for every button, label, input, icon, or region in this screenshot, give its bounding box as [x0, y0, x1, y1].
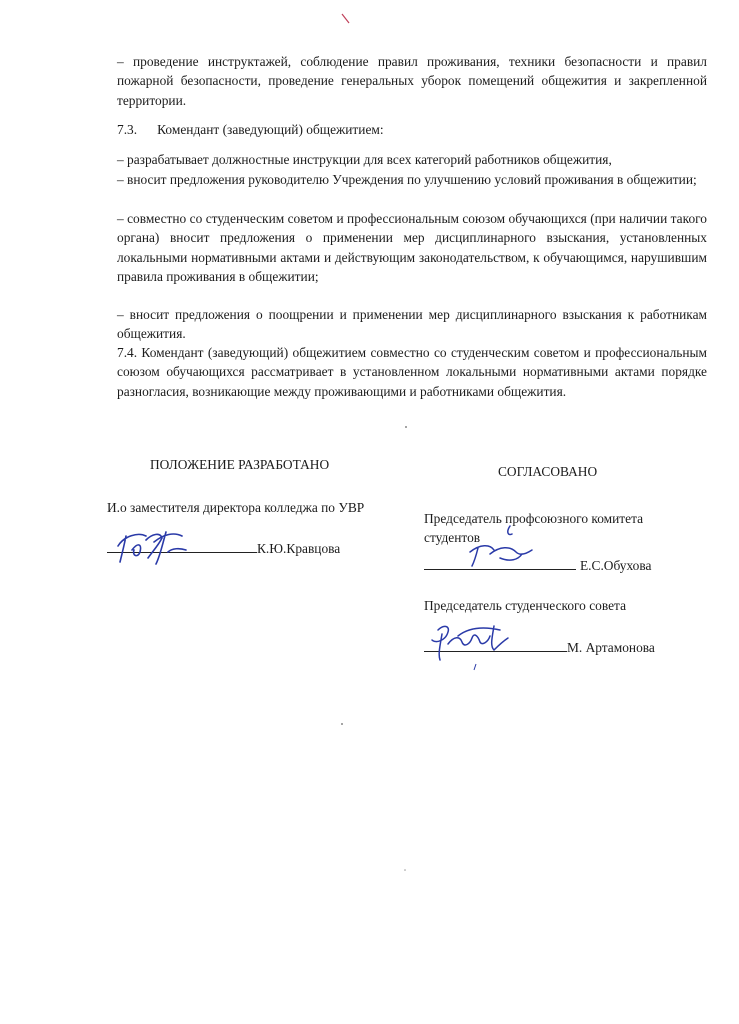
- left-name: К.Ю.Кравцова: [257, 541, 341, 556]
- right-signature-image-2: [424, 614, 524, 672]
- paragraph-instructions: – проведение инструктажей, соблюдение правил проживания, техники безопасности и правил пожарной безопасности, проведение генеральных уборок помещений общежития и закрепленной территории.: [117, 54, 707, 108]
- scan-mark-dot: [404, 425, 408, 429]
- paragraph-job-descriptions: – разрабатывает должностные инструкции для всех категорий работников общежития,: [117, 152, 612, 167]
- right-name2: М. Артамонова: [567, 640, 655, 655]
- scan-mark-dot: [340, 722, 344, 726]
- left-signature-image: [112, 522, 192, 568]
- right-heading: СОГЛАСОВАНО: [498, 464, 598, 479]
- right-signature-image-1: [460, 522, 540, 568]
- scan-mark-top: [340, 12, 352, 26]
- left-heading: ПОЛОЖЕНИЕ РАЗРАБОТАНО: [150, 457, 330, 472]
- right-position1-line1: Председатель профсоюзного комитета: [424, 511, 644, 526]
- paragraph-proposals-to-head: – вносит предложения руководителю Учреждения по улучшению условий проживания в общежитии;: [117, 172, 697, 187]
- right-position1-line2: студентов: [424, 530, 481, 545]
- section-7-3-heading: 7.3. Комендант (заведующий) общежитием:: [117, 122, 384, 137]
- paragraph-encouragement: – вносит предложения о поощрении и применении мер дисциплинарного взыскания к работникам общежития.: [117, 307, 707, 342]
- scan-mark-dot: [403, 868, 407, 872]
- paragraph-disciplinary-measures: – совместно со студенческим советом и профессиональным союзом обучающихся (при наличии такого органа) вносит предложения о применении мер дисциплинарного взыскания, установленных локальными нормативными актами и действующим законодательством, к обучающимся, нарушившим правила проживания в общежитии;: [117, 211, 707, 284]
- right-name1: Е.С.Обухова: [580, 558, 652, 573]
- right-position2: Председатель студенческого совета: [424, 598, 627, 613]
- left-position: И.о заместителя директора колледжа по УВР: [107, 500, 365, 515]
- section-7-4-paragraph: 7.4. Комендант (заведующий) общежитием совместно со студенческим советом и профессиональным союзом обучающихся рассматривает в установленном локальными нормативными актами порядке разногласия, возникающие между проживающими и работниками общежития.: [117, 345, 707, 399]
